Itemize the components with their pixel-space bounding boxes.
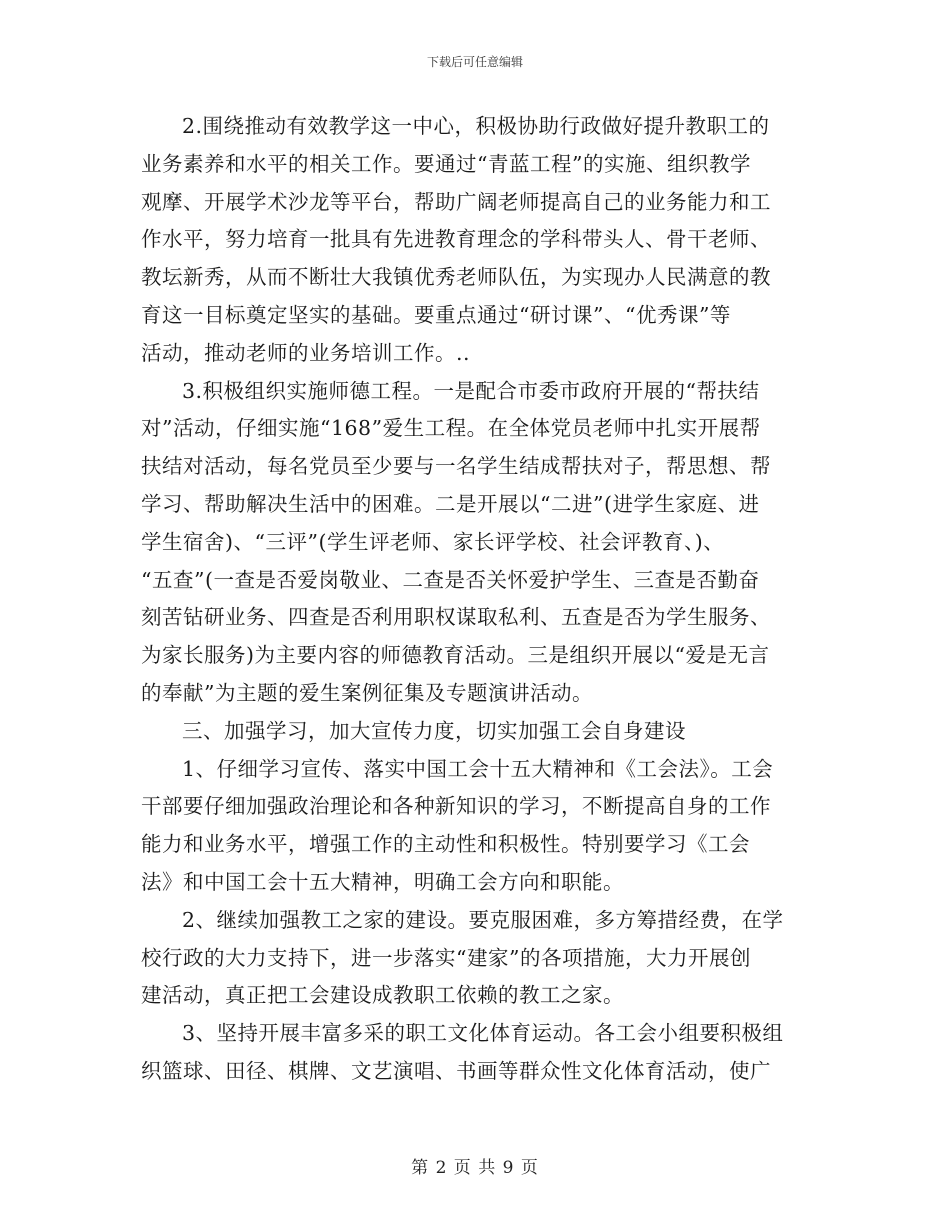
paragraph-ethics-project: 3.积极组织实施师德工程。一是配合市委市政府开展的“帮扶结 对”活动，仔细实施“168”爱生工程。在全体党员老师中扎实开展帮 扶结对活动，每名党员至少要与一名学生结成帮扶对子，帮思想、帮 学习、帮助解决生活中的困难。二是开展以“二进”(进学生家庭、进 学生宿舍)、“三评”(学生评老师、家长评学校、社会评教育、)、 “五查”(一查是否爱岗敬业、二查是否关怀爱护学生、三查是否勤奋 刻苦钻研业务、四查是否利用职权谋取私利、五查是否为学生服务、 为家长服务)为主要内容的师德教育活动。三是组织开展以“爱是无言 的奉献”为主题的爱生案例征集及专题演讲活动。 <box>141 378 771 705</box>
paragraph-staff-home: 2、继续加强教工之家的建设。要克服困难，多方筹措经费，在学 校行政的大力支持下，进一步落实“建家”的各项措施，大力开展创 建活动，真正把工会建设成教职工依赖的教工之家。 <box>141 907 784 1008</box>
document-body <box>141 108 809 1091</box>
paragraph-union-law-study: 1、仔细学习宣传、落实中国工会十五大精神和《工会法》。工会 干部要仔细加强政治理论和各种新知识的学习，不断提高自身的工作 能力和业务水平，增强工作的主动性和积极性。特别要学习《工会 法》和中国工会十五大精神，明确工会方向和职能。 <box>141 756 774 894</box>
paragraph-cultural-sports: 3、坚持开展丰富多采的职工文化体育运动。各工会小组要积极组 织篮球、田径、棋牌、文艺演唱、书画等群众性文化体育活动，使广 <box>141 1021 784 1083</box>
page-header-note: 下载后可任意编辑 <box>426 55 523 69</box>
section-heading-study-publicity: 三、加强学习，加大宣传力度，切实加强工会自身建设 <box>182 718 686 743</box>
page-number-footer: 第 2 页 共 9 页 <box>411 1158 539 1178</box>
paragraph-teaching-support: 2.围绕推动有效教学这一中心，积极协助行政做好提升教职工的 业务素养和水平的相关工作。要通过“青蓝工程”的实施、组织教学 观摩、开展学术沙龙等平台，帮助广阔老师提高自己的业务能力和工 作水平，努力培育一批具有先进教育理念的学科带头人、骨干老师、 教坛新秀，从而不断壮大我镇优秀老师队伍，为实现办人民满意的教 育这一目标奠定坚实的基础。要重点通过“研讨课”、“优秀课”等 活动，推动老师的业务培训工作。.. <box>141 114 771 365</box>
